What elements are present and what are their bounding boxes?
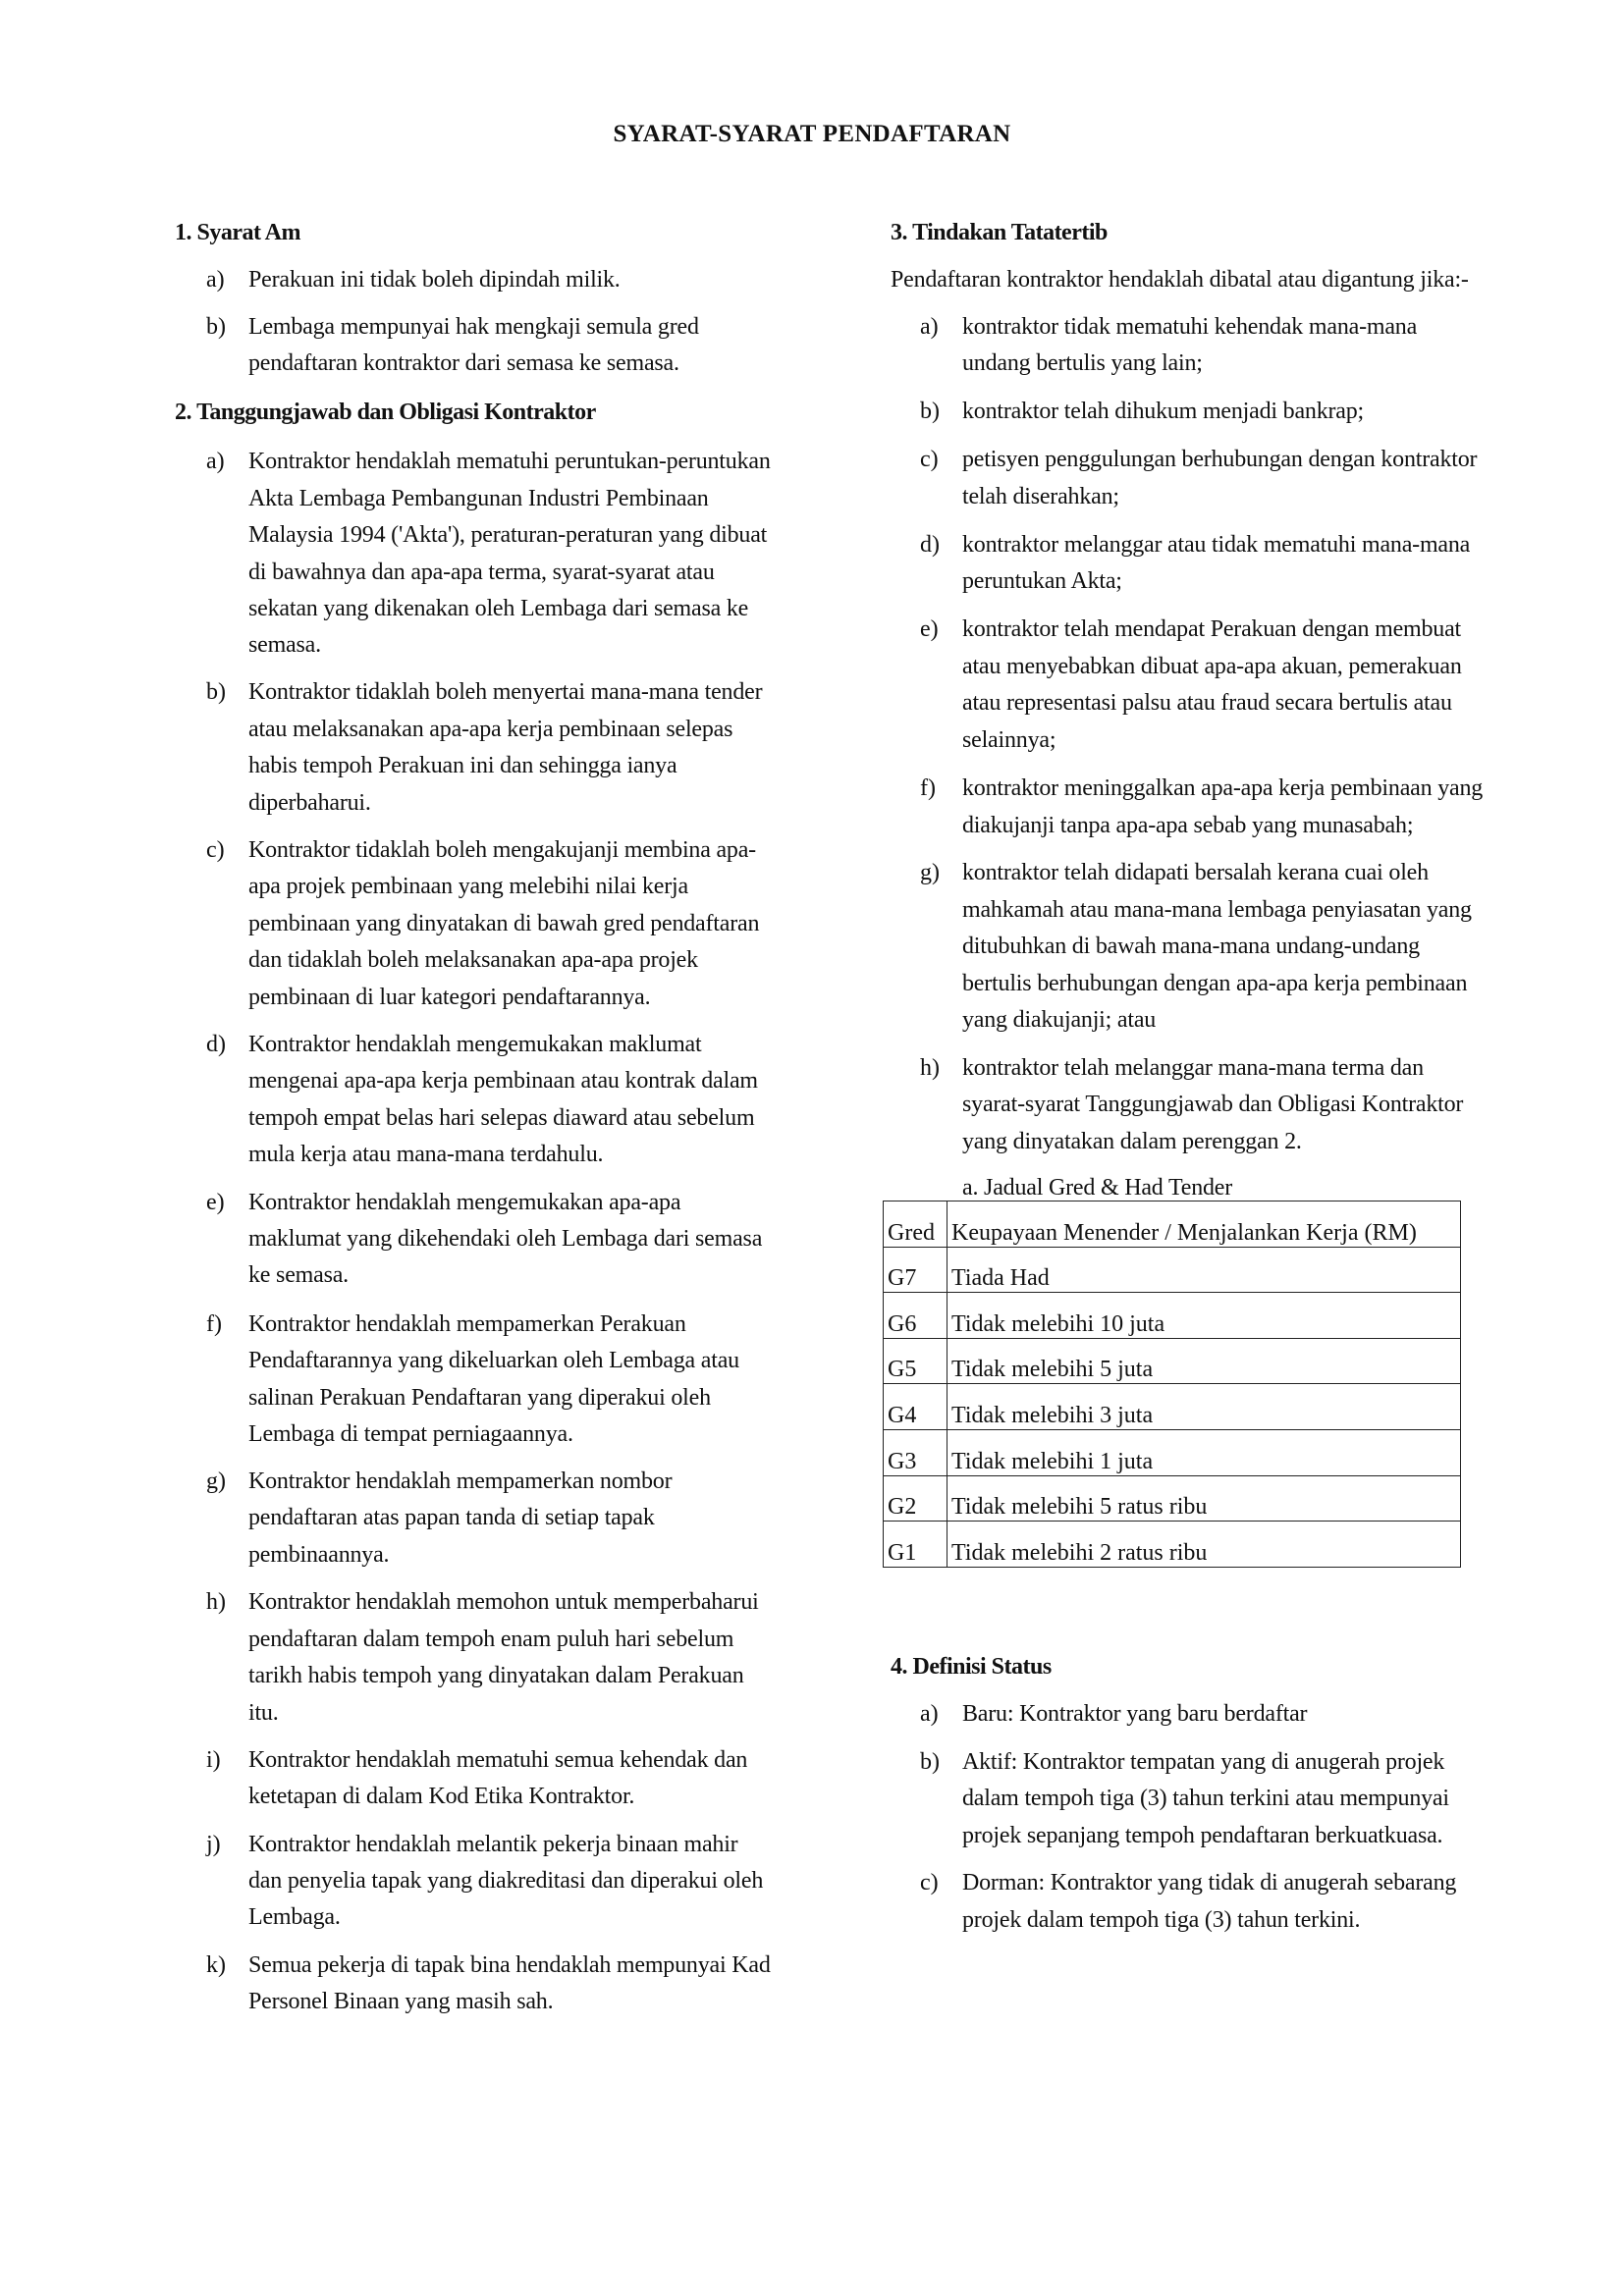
item-line: dan penyelia tapak yang diakreditasi dan diperakui oleh	[248, 1868, 764, 1894]
limit-cell: Tidak melebihi 3 juta	[947, 1384, 1461, 1430]
item-line: syarat-syarat Tanggungjawab dan Obligasi Kontraktor	[962, 1092, 1464, 1117]
item-line: sekatan yang dikenakan oleh Lembaga dari semasa ke	[248, 596, 749, 621]
item-label: g)	[206, 1468, 226, 1494]
grade-cell: G3	[884, 1429, 947, 1475]
item-line: Malaysia 1994 ('Akta'), peraturan-peraturan yang dibuat	[248, 522, 768, 548]
item-line: projek sepanjang tempoh pendaftaran berkuatkuasa.	[962, 1823, 1443, 1848]
item-line: ketetapan di dalam Kod Etika Kontraktor.	[248, 1784, 635, 1809]
item-line: atau menyebabkan dibuat apa-apa akuan, pemerakuan	[962, 654, 1462, 679]
header-cell-gred: Gred	[884, 1201, 947, 1248]
grade-cell: G7	[884, 1247, 947, 1293]
item-line: tarikh habis tempoh yang dinyatakan dalam Perakuan	[248, 1663, 744, 1688]
item-line: Dorman: Kontraktor yang tidak di anugerah sebarang	[962, 1870, 1457, 1896]
item-label: a)	[920, 1701, 939, 1727]
item-line: kontraktor telah mendapat Perakuan dengan membuat	[962, 616, 1462, 642]
item-line: Baru: Kontraktor yang baru berdaftar	[962, 1701, 1308, 1727]
section-heading: 1. Syarat Am	[175, 220, 300, 245]
item-label: f)	[206, 1311, 222, 1337]
item-label: a)	[920, 314, 939, 340]
item-line: mahkamah atau mana-mana lembaga penyiasatan yang	[962, 897, 1472, 923]
grade-cell: G6	[884, 1293, 947, 1339]
item-label: a)	[206, 267, 225, 293]
item-line: ditubuhkan di bawah mana-mana undang-undang	[962, 934, 1420, 959]
table-row	[884, 1384, 1461, 1430]
item-line: Lembaga di tempat perniagaannya.	[248, 1421, 573, 1447]
item-line: diperbaharui.	[248, 790, 371, 816]
grade-cell: G1	[884, 1522, 947, 1568]
item-line: kontraktor telah dihukum menjadi bankrap;	[962, 399, 1365, 424]
item-line: peruntukan Akta;	[962, 568, 1122, 594]
item-line: itu.	[248, 1700, 279, 1726]
item-line: Kontraktor tidaklah boleh mengakujanji membina apa-	[248, 837, 756, 863]
table-row	[884, 1475, 1461, 1522]
item-label: d)	[920, 532, 940, 558]
item-line: salinan Perakuan Pendaftaran yang diperakui oleh	[248, 1385, 711, 1411]
item-line: pembinaannya.	[248, 1542, 390, 1568]
item-line: pendaftaran dalam tempoh enam puluh hari sebelum	[248, 1627, 734, 1652]
item-line: dalam tempoh tiga (3) tahun terkini atau mempunyai	[962, 1786, 1449, 1811]
grade-cell: G4	[884, 1384, 947, 1430]
item-line: Kontraktor hendaklah mengemukakan apa-apa	[248, 1190, 681, 1215]
item-line: Aktif: Kontraktor tempatan yang di anugerah projek	[962, 1749, 1445, 1775]
section-heading: 2. Tanggungjawab dan Obligasi Kontraktor	[175, 400, 596, 425]
item-line: maklumat yang dikehendaki oleh Lembaga dari semasa	[248, 1226, 763, 1252]
item-line: pembinaan di luar kategori pendaftarannya.	[248, 985, 651, 1010]
item-label: h)	[206, 1589, 226, 1615]
grade-cell: G2	[884, 1475, 947, 1522]
item-label: d)	[206, 1032, 226, 1057]
item-line: dan tidaklah boleh melaksanakan apa-apa projek	[248, 947, 698, 973]
limit-cell: Tidak melebihi 10 juta	[947, 1293, 1461, 1339]
table-row	[884, 1338, 1461, 1384]
header-cell-keupayaan: Keupayaan Menender / Menjalankan Kerja (RM)	[947, 1201, 1461, 1248]
item-line: Semua pekerja di tapak bina hendaklah mempunyai Kad	[248, 1952, 771, 1978]
table-header-row	[884, 1201, 1461, 1248]
item-label: a)	[206, 449, 225, 474]
item-line: tempoh empat belas hari selepas diaward atau sebelum	[248, 1105, 755, 1131]
item-line: projek dalam tempoh tiga (3) tahun terkini.	[962, 1907, 1361, 1933]
item-line: Perakuan ini tidak boleh dipindah milik.	[248, 267, 621, 293]
grade-cell: G5	[884, 1338, 947, 1384]
limit-cell: Tidak melebihi 5 juta	[947, 1338, 1461, 1384]
item-label: e)	[920, 616, 939, 642]
item-line: kontraktor meninggalkan apa-apa kerja pembinaan yang	[962, 775, 1484, 801]
item-label: c)	[206, 837, 225, 863]
section-heading: 3. Tindakan Tatatertib	[891, 220, 1108, 245]
item-line: selainnya;	[962, 727, 1056, 753]
item-line: kontraktor tidak mematuhi kehendak mana-mana	[962, 314, 1418, 340]
item-line: Pendaftarannya yang dikeluarkan oleh Lembaga atau	[248, 1348, 739, 1373]
item-line: pendaftaran atas papan tanda di setiap tapak	[248, 1505, 655, 1530]
item-line: yang diakujanji; atau	[962, 1007, 1157, 1033]
item-label: b)	[920, 1749, 940, 1775]
section-intro: Pendaftaran kontraktor hendaklah dibatal atau digantung jika:-	[891, 267, 1469, 293]
item-label: b)	[206, 679, 226, 705]
item-line: atau melaksanakan apa-apa kerja pembinaan selepas	[248, 717, 733, 742]
item-line: Lembaga.	[248, 1904, 341, 1930]
table-caption: a. Jadual Gred & Had Tender	[962, 1175, 1233, 1201]
item-line: petisyen penggulungan berhubungan dengan kontraktor	[962, 447, 1478, 472]
item-line: Personel Binaan yang masih sah.	[248, 1989, 554, 2014]
item-line: kontraktor melanggar atau tidak mematuhi mana-mana	[962, 532, 1471, 558]
item-line: Kontraktor hendaklah mempamerkan nombor	[248, 1468, 673, 1494]
item-line: mengenai apa-apa kerja pembinaan atau kontrak dalam	[248, 1068, 758, 1094]
item-label: i)	[206, 1747, 221, 1773]
item-label: k)	[206, 1952, 226, 1978]
table-row	[884, 1293, 1461, 1339]
item-label: c)	[920, 1870, 939, 1896]
item-line: bertulis berhubungan dengan apa-apa kerja pembinaan	[962, 971, 1468, 996]
item-label: b)	[206, 314, 226, 340]
item-line: Kontraktor hendaklah memohon untuk memperbaharui	[248, 1589, 759, 1615]
item-label: j)	[206, 1832, 221, 1857]
item-line: Kontraktor hendaklah mematuhi peruntukan-peruntukan	[248, 449, 771, 474]
item-label: c)	[920, 447, 939, 472]
item-line: kontraktor telah didapati bersalah kerana cuai oleh	[962, 860, 1429, 885]
item-label: f)	[920, 775, 936, 801]
limit-cell: Tiada Had	[947, 1247, 1461, 1293]
item-line: Lembaga mempunyai hak mengkaji semula gred	[248, 314, 699, 340]
table-row	[884, 1522, 1461, 1568]
item-line: semasa.	[248, 632, 321, 658]
item-line: di bawahnya dan apa-apa terma, syarat-syarat atau	[248, 560, 715, 585]
item-line: Kontraktor hendaklah melantik pekerja binaan mahir	[248, 1832, 738, 1857]
item-line: diakujanji tanpa apa-apa sebab yang munasabah;	[962, 813, 1414, 838]
item-line: ke semasa.	[248, 1262, 349, 1288]
item-line: pembinaan yang dinyatakan di bawah gred pendaftaran	[248, 911, 760, 936]
item-line: mula kerja atau mana-mana terdahulu.	[248, 1142, 604, 1167]
limit-cell: Tidak melebihi 1 juta	[947, 1429, 1461, 1475]
document-title: SYARAT-SYARAT PENDAFTARAN	[613, 121, 1011, 147]
item-line: atau representasi palsu atau fraud secara bertulis atau	[962, 690, 1452, 716]
item-line: Kontraktor hendaklah mematuhi semua kehendak dan	[248, 1747, 748, 1773]
item-line: habis tempoh Perakuan ini dan sehingga ianya	[248, 753, 677, 778]
item-label: h)	[920, 1055, 940, 1081]
item-line: Kontraktor tidaklah boleh menyertai mana-mana tender	[248, 679, 763, 705]
item-line: kontraktor telah melanggar mana-mana terma dan	[962, 1055, 1424, 1081]
item-line: pendaftaran kontraktor dari semasa ke semasa.	[248, 350, 679, 376]
grade-table	[883, 1201, 1461, 1568]
item-label: g)	[920, 860, 940, 885]
item-line: apa projek pembinaan yang melebihi nilai kerja	[248, 874, 688, 899]
table-row	[884, 1247, 1461, 1293]
item-line: Akta Lembaga Pembangunan Industri Pembinaan	[248, 486, 709, 511]
limit-cell: Tidak melebihi 2 ratus ribu	[947, 1522, 1461, 1568]
item-line: Kontraktor hendaklah mengemukakan maklumat	[248, 1032, 702, 1057]
table-row	[884, 1429, 1461, 1475]
item-line: Kontraktor hendaklah mempamerkan Perakuan	[248, 1311, 686, 1337]
limit-cell: Tidak melebihi 5 ratus ribu	[947, 1475, 1461, 1522]
item-line: yang dinyatakan dalam perenggan 2.	[962, 1129, 1302, 1154]
item-label: b)	[920, 399, 940, 424]
item-label: e)	[206, 1190, 225, 1215]
item-line: telah diserahkan;	[962, 484, 1119, 509]
section-heading: 4. Definisi Status	[891, 1654, 1052, 1680]
item-line: undang bertulis yang lain;	[962, 350, 1203, 376]
